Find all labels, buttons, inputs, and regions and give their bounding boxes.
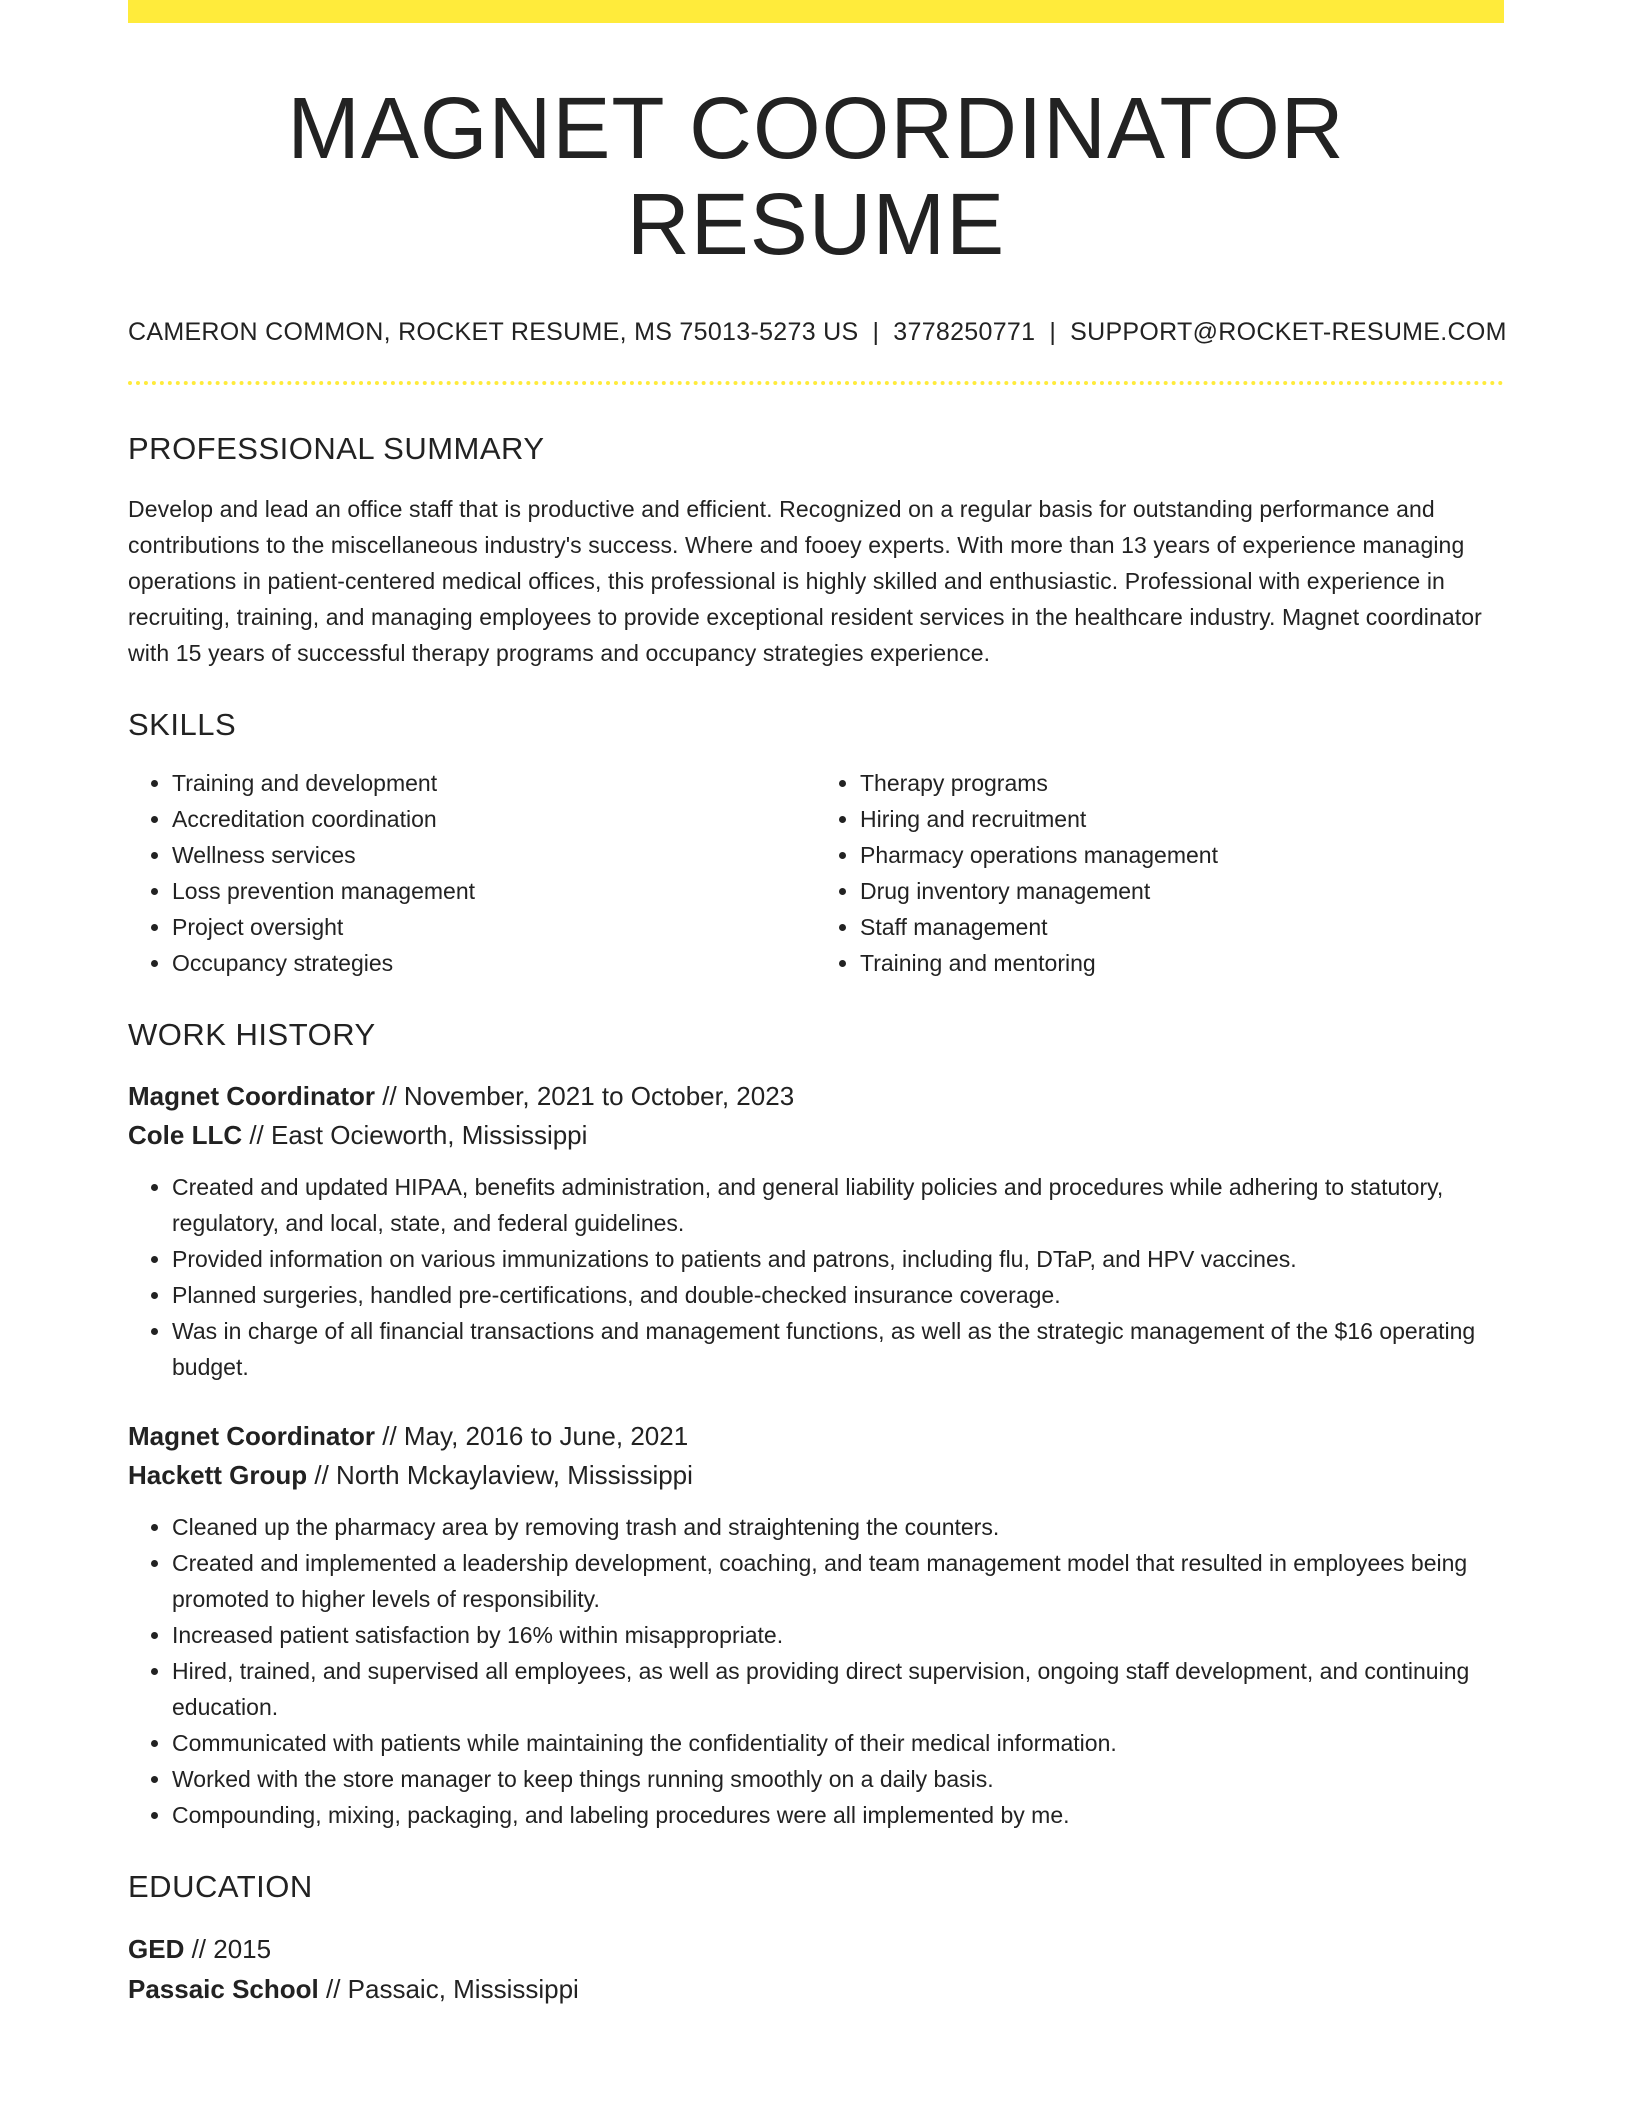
job-bullet: • Communicated with patients while maintaining the confidentiality of their medical information. [172, 1725, 1504, 1761]
education-section [128, 1869, 1504, 2009]
job-bullet: • Increased patient satisfaction by 16% within misappropriate. [172, 1617, 1504, 1653]
job-bullet: • Created and implemented a leadership development, coaching, and team management model that resulted in employees being promoted to higher levels of responsibility. [172, 1545, 1504, 1617]
job-bullet: • Worked with the store manager to keep things running smoothly on a daily basis. [172, 1761, 1504, 1797]
job-company-line [128, 1456, 1504, 1495]
education-school: Passaic School [128, 1974, 319, 2005]
contact-address: CAMERON COMMON, ROCKET RESUME, MS 75013-5273 US [128, 318, 859, 347]
skill-item: • Drug inventory management [860, 873, 1504, 909]
resume-title: MAGNET COORDINATOR RESUME [287, 80, 1345, 273]
dotted-divider [128, 381, 1504, 385]
skill-item: • Loss prevention management [172, 873, 816, 909]
contact-email: SUPPORT@ROCKET-RESUME.COM [1070, 318, 1507, 347]
summary-heading: PROFESSIONAL SUMMARY [128, 431, 545, 467]
education-year: // 2015 [184, 1934, 272, 1965]
accent-top-bar [128, 0, 1504, 23]
skill-item: • Occupancy strategies [172, 945, 816, 981]
work-history-section [128, 1017, 1504, 1833]
job-title: Magnet Coordinator [128, 1421, 375, 1452]
job-bullet: • Provided information on various immunizations to patients and patrons, including flu, DTaP, and HPV vaccines. [172, 1241, 1504, 1277]
education-entry [128, 1929, 1504, 2009]
job-location: // North Mckaylaview, Mississippi [307, 1460, 693, 1491]
contact-separator: | [1049, 318, 1057, 347]
skill-item: • Pharmacy operations management [860, 837, 1504, 873]
job-entry [128, 1077, 1504, 1385]
skill-item: • Wellness services [172, 837, 816, 873]
skill-item: • Training and mentoring [860, 945, 1504, 981]
contact-line [128, 318, 1507, 347]
job-title: Magnet Coordinator [128, 1081, 375, 1112]
job-bullet: • Planned surgeries, handled pre-certifications, and double-checked insurance coverage. [172, 1277, 1504, 1313]
contact-separator: | [872, 318, 880, 347]
job-company: Hackett Group [128, 1460, 308, 1491]
job-bullet: • Created and updated HIPAA, benefits administration, and general liability policies and procedures while adhering to statutory, regulatory, and local, state, and federal guidelines. [172, 1169, 1504, 1241]
job-bullet: • Compounding, mixing, packaging, and labeling procedures were all implemented by me. [172, 1797, 1504, 1833]
job-bullet: • Hired, trained, and supervised all employees, as well as providing direct supervision, ongoing staff development, and continuing education. [172, 1653, 1504, 1725]
job-bullet: • Was in charge of all financial transactions and management functions, as well as the strategic management of the $16 operating budget. [172, 1313, 1504, 1385]
job-bullet: • Cleaned up the pharmacy area by removing trash and straightening the counters. [172, 1509, 1504, 1545]
skill-item: • Training and development [172, 765, 816, 801]
skills-grid [128, 765, 1504, 981]
skills-heading: SKILLS [128, 707, 237, 743]
education-heading: EDUCATION [128, 1869, 313, 1905]
job-location: // East Ocieworth, Mississippi [242, 1120, 588, 1151]
skill-item: • Project oversight [172, 909, 816, 945]
contact-phone: 3778250771 [893, 318, 1036, 347]
education-location: // Passaic, Mississippi [318, 1974, 579, 2005]
skills-column-right [816, 765, 1504, 981]
education-degree: GED [128, 1934, 185, 1965]
job-title-line [128, 1077, 1504, 1116]
job-bullets [128, 1509, 1504, 1833]
job-dates: // May, 2016 to June, 2021 [375, 1421, 689, 1452]
education-degree-line [128, 1929, 1504, 1969]
skills-column-left [128, 765, 816, 981]
job-dates: // November, 2021 to October, 2023 [375, 1081, 795, 1112]
job-entry [128, 1417, 1504, 1833]
job-company: Cole LLC [128, 1120, 243, 1151]
summary-text: Develop and lead an office staff that is productive and efficient. Recognized on a regular basis for outstanding performance and contributions to the miscellaneous industry's success. Where and fooey experts. With more than 13 years of experience managing operations in patient-centered medical offices, this professional is highly skilled and enthusiastic. Professional with experience in recruiting, training, and managing employees to provide exceptional resident services in the healthcare industry. Magnet coordinator with 15 years of successful therapy programs and occupancy strategies experience. [128, 496, 1482, 667]
skill-item: • Therapy programs [860, 765, 1504, 801]
education-school-line [128, 1969, 1504, 2009]
summary-section [128, 431, 1504, 671]
skills-section [128, 707, 1504, 981]
work-history-heading: WORK HISTORY [128, 1017, 376, 1053]
resume-page [128, 0, 1507, 2009]
job-company-line [128, 1116, 1504, 1155]
skill-item: • Hiring and recruitment [860, 801, 1504, 837]
job-title-line [128, 1417, 1504, 1456]
job-bullets [128, 1169, 1504, 1385]
skill-item: • Staff management [860, 909, 1504, 945]
skill-item: • Accreditation coordination [172, 801, 816, 837]
